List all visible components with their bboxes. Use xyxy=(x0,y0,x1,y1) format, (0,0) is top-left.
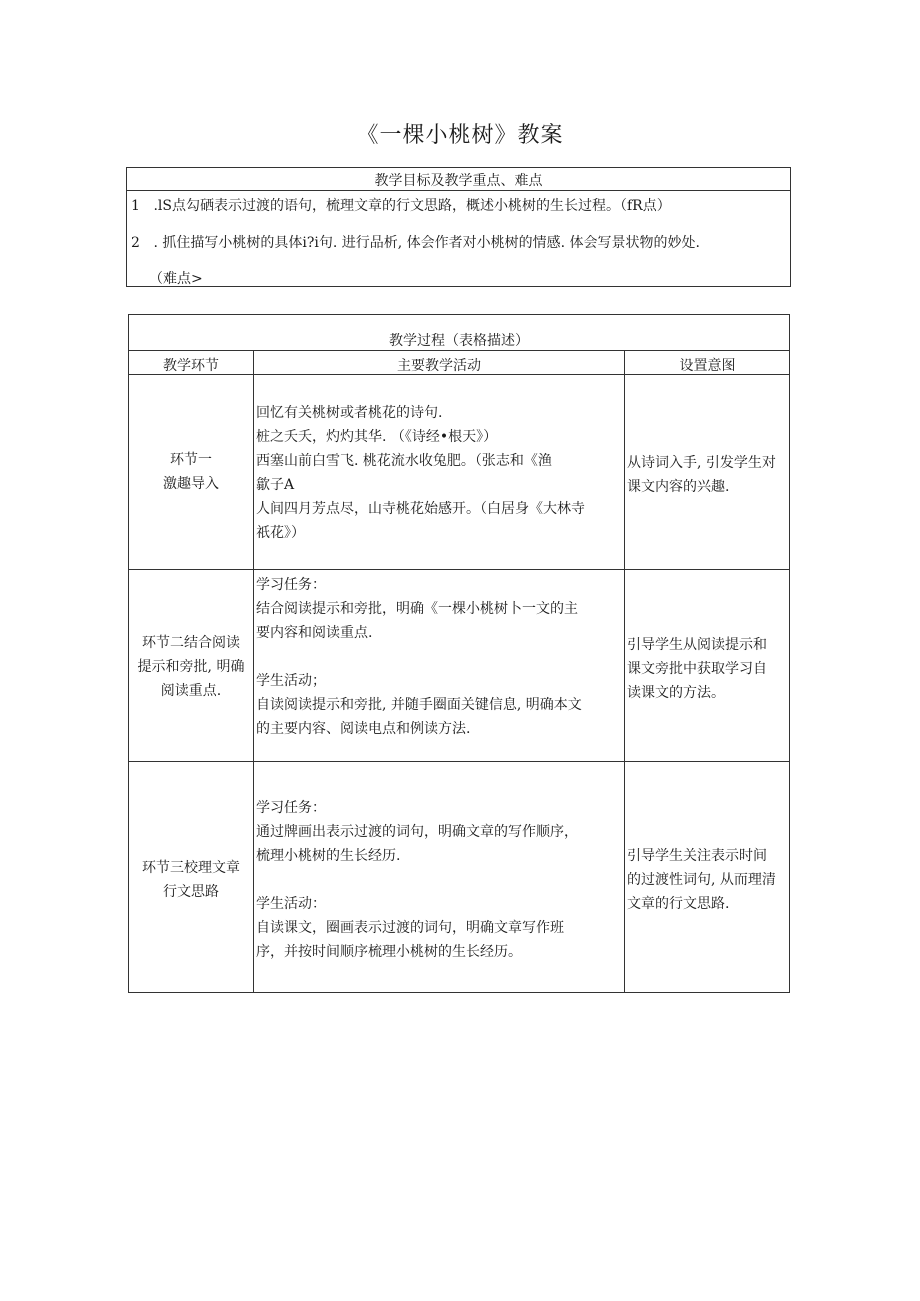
table-rule xyxy=(129,569,789,570)
column-divider xyxy=(253,350,254,993)
activities-cell xyxy=(256,573,621,741)
process-table xyxy=(128,314,790,993)
activity-line: 序，并按时间顺序梳理小桃树的生长经历。 xyxy=(256,944,522,960)
activity-line: 通过牌画出表示过渡的词句，明确文章的写作顺序， xyxy=(256,824,578,840)
column-divider xyxy=(624,350,625,993)
table-rule xyxy=(129,350,789,351)
activity-line: 学生活动； xyxy=(256,673,326,689)
activity-line: 人间四月芳点尽，山寺桃花始感开。（白居身《大林寺 xyxy=(256,501,585,517)
column-header-activities: 主要教学活动 xyxy=(397,358,481,374)
objective-number: 1 xyxy=(131,198,140,214)
intent-line: 引导学生从阅读提示和 xyxy=(627,637,767,653)
activity-line: 的主要内容、阅读电点和例读方法. xyxy=(256,721,471,737)
intent-line: 课文旁批中获取学习自 xyxy=(627,661,767,677)
stage-line: 提示和旁批, 明确 xyxy=(137,659,245,675)
objective-number: 2 xyxy=(131,235,140,251)
activity-line: 西塞山前白雪飞. 桃花流水收兔肥。（张志和《渔 xyxy=(256,453,552,469)
activities-cell xyxy=(256,401,621,545)
intent-line: 的过渡性词句, 从而理清 xyxy=(627,872,776,888)
activities-cell xyxy=(256,796,621,964)
activity-line: 梳理小桃树的生长经历. xyxy=(256,848,401,864)
stage-cell xyxy=(129,448,253,496)
activity-line: 回忆有关桃树或者桃花的诗句. xyxy=(256,405,443,421)
activity-line: 祇花》） xyxy=(256,525,305,541)
table-rule xyxy=(129,761,789,762)
activity-line: 桩之夭夭，灼灼其华. （《诗经•根天》） xyxy=(256,429,498,445)
activity-spacer xyxy=(256,868,621,892)
objective-item xyxy=(131,232,700,252)
stage-line: 环节二结合阅读 xyxy=(142,635,240,651)
page-title: 《一棵小桃树》教案 xyxy=(356,123,564,148)
activity-line: 结合阅读提示和旁批，明确《一棵小桃树卜一文的主 xyxy=(256,601,578,617)
intent-line: 课文内容的兴趣. xyxy=(627,479,730,495)
objective-text: . 抓住描写小桃树的具体i?i句. 进行品析, 体会作者对小桃树的情感. 体会写景状物的妙处. xyxy=(153,235,700,251)
intent-line: 从诗词入手, 引发学生对 xyxy=(627,455,776,471)
stage-line: 环节三校理文章 xyxy=(142,860,240,876)
process-table-title: 教学过程（表格描述） xyxy=(389,333,529,349)
intent-line: 读课文的方法。 xyxy=(627,685,725,701)
activity-line: 学习任务： xyxy=(256,800,326,816)
objective-item xyxy=(131,195,671,215)
objectives-heading: 教学目标及教学重点、难点 xyxy=(374,173,543,189)
activity-line: 学生活动： xyxy=(256,896,326,912)
activity-line: 学习任务： xyxy=(256,577,326,593)
activity-line: 自读阅读提示和旁批, 并随手圈面关键信息, 明确本文 xyxy=(256,697,582,713)
objective-tail: （难点> xyxy=(149,271,203,287)
stage-line: 环节一 xyxy=(170,452,212,468)
intent-line: 引导学生关注表示时间 xyxy=(627,848,767,864)
stage-line: 激趣导入 xyxy=(163,476,219,492)
stage-line: 行文思路 xyxy=(163,884,219,900)
intent-cell xyxy=(627,844,789,916)
intent-cell xyxy=(627,451,789,499)
objectives-divider xyxy=(127,190,790,191)
objective-text: .lS点勾硒表示过渡的语句，梳理文章的行文思路，概述小桃树的生长过程。（fR点） xyxy=(153,198,671,214)
stage-cell xyxy=(129,631,253,703)
column-header-stage: 教学环节 xyxy=(163,358,219,374)
stage-cell xyxy=(129,856,253,904)
objectives-table xyxy=(126,167,791,287)
activity-line: 自读课文，圈画表示过渡的词句，明确文章写作班 xyxy=(256,920,564,936)
intent-cell xyxy=(627,633,789,705)
column-header-intent: 设置意图 xyxy=(679,358,736,374)
intent-line: 文章的行文思路. xyxy=(627,896,730,912)
stage-line: 阅读重点. xyxy=(160,683,222,699)
activity-line: 要内容和阅读重点. xyxy=(256,625,373,641)
activity-spacer xyxy=(256,645,621,669)
activity-line: 歙子A xyxy=(256,477,295,493)
